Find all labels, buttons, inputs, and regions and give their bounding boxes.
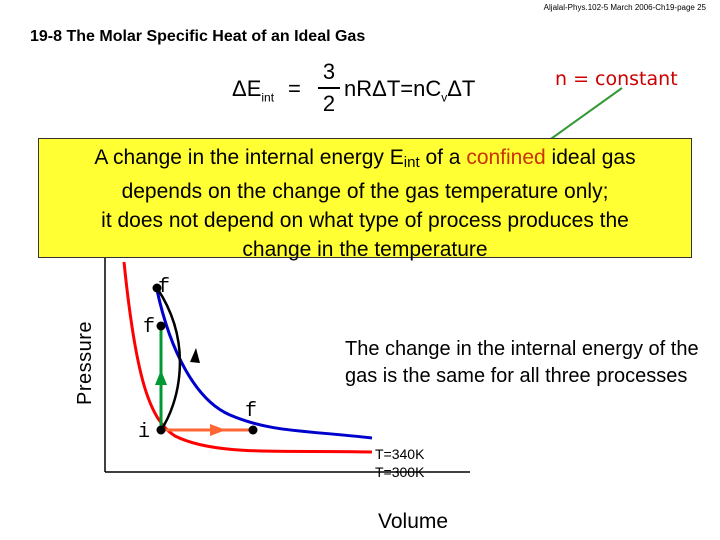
conclusion-text: The change in the internal energy of the gas is the same for all three processes xyxy=(345,338,699,387)
info-line-2: depends on the change of the gas temperature only; xyxy=(121,180,609,203)
equation-rhs-a: nRΔT=nC xyxy=(344,76,442,101)
info-line-1a: A change in the internal energy E xyxy=(94,146,404,169)
isotherm-340k-curve xyxy=(157,290,372,438)
constant-volume-arrow xyxy=(155,370,167,385)
label-final-top: f xyxy=(158,276,171,299)
slide-title: 19-8 The Molar Specific Heat of an Ideal Gas xyxy=(30,28,366,45)
equation-equals: = xyxy=(288,76,301,101)
equation-lhs-symbol: ΔE xyxy=(232,76,262,101)
isotherm-low-label: T=300K xyxy=(375,464,425,480)
isotherm-high-label: T=340K xyxy=(375,446,425,462)
info-line-1-sub: int xyxy=(403,154,420,171)
info-line-1c: ideal gas xyxy=(545,146,636,169)
equation-rhs-b: ΔT xyxy=(447,76,476,101)
x-axis-label: Volume xyxy=(378,510,449,533)
y-axis-label: Pressure xyxy=(74,320,96,405)
info-highlight: confined xyxy=(466,146,546,169)
label-final-right: f xyxy=(245,400,258,423)
info-line-4: change in the temperature xyxy=(242,238,488,261)
info-line-1b: of a xyxy=(419,146,467,169)
adiabatic-arrow xyxy=(190,348,200,363)
label-final-mid: f xyxy=(143,316,156,339)
header-note: Aljalal-Phys.102-5 March 2006-Ch19-page 25 xyxy=(543,3,706,12)
point-final-mid xyxy=(157,322,166,331)
constant-pressure-arrow xyxy=(210,424,226,436)
point-final-right xyxy=(249,426,258,435)
equation-rhs-sub: v xyxy=(441,90,448,105)
fraction-numerator: 3 xyxy=(322,59,336,84)
fraction-denominator: 2 xyxy=(322,91,336,116)
point-initial xyxy=(157,426,166,435)
constant-label: n = constant xyxy=(555,68,678,90)
label-initial: i xyxy=(138,421,151,444)
info-line-3: it does not depend on what type of process produces the xyxy=(101,209,629,232)
equation-lhs-sub: int xyxy=(261,90,275,105)
